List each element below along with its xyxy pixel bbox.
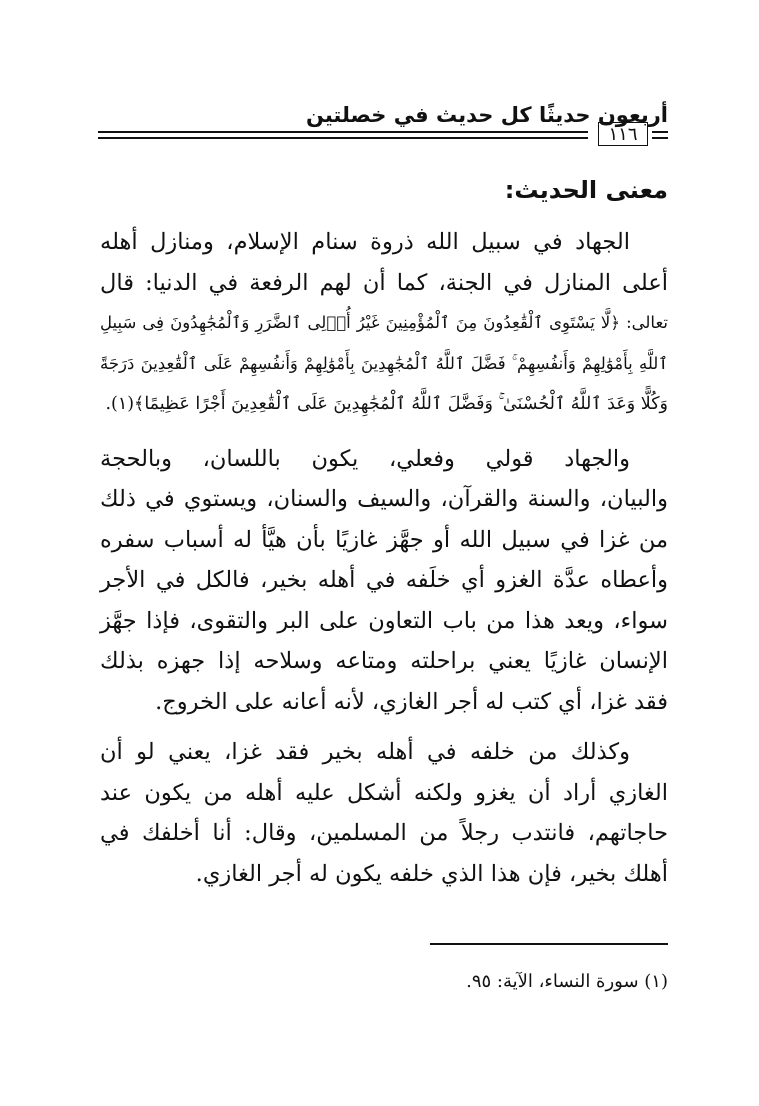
header-rule-bottom xyxy=(98,137,588,139)
text-line: والبيان، والسنة والقرآن، والسيف والسنان، ويستوي في ذلك xyxy=(100,486,668,512)
text-line: الإنسان غازيًا يعني براحلته ومتاعه وسلاحه إذا جهزه بذلك xyxy=(100,648,668,674)
footnote: (١) سورة النساء، الآية: ٩٥. xyxy=(466,971,668,992)
text-line: وأعطاه عدَّة الغزو أي خلَفه في أهله بخير، فالكل في الأجر xyxy=(100,567,668,593)
text-line: سواء، ويعد هذا من باب التعاون على البر والتقوى، فإذا جهَّز xyxy=(100,607,668,634)
paragraph-2 xyxy=(100,439,668,723)
text-line: حاجاتهم، فانتدب رجلاً من المسلمين، وقال: أنا أخلفك في xyxy=(100,820,668,846)
paragraph-3 xyxy=(100,732,668,894)
paragraph-1 xyxy=(100,222,668,425)
footnote-rule xyxy=(430,943,668,945)
quran-verse-line: تعالى: ﴿لَّا يَسْتَوِى ٱلْقَٰعِدُونَ مِنَ ٱلْمُؤْمِنِينَ غَيْرُ أُو۟لِى ٱلضَّرَرِ وَٱلْمُجَٰهِدُونَ فِى سَبِيلِ xyxy=(100,313,668,332)
text-line: الجهاد في سبيل الله ذروة سنام الإسلام، ومنازل أهله xyxy=(100,229,630,255)
text-line: أعلى المنازل في الجنة، كما أن لهم الرفعة في الدنيا: قال xyxy=(100,269,668,296)
header-dash-top xyxy=(652,131,668,133)
text-line: الغازي أراد أن يغزو ولكنه أشكل عليه أهله من يكون عند xyxy=(100,779,668,806)
section-title: معنى الحديث: xyxy=(504,176,668,204)
text-line: أهلك بخير، فإن هذا الذي خلفه يكون له أجر الغازي. xyxy=(195,860,668,887)
text-line: والجهاد قولي وفعلي، يكون باللسان، وبالحجة xyxy=(100,445,630,472)
quran-verse-line: ٱللَّهِ بِأَمْوَٰلِهِمْ وَأَنفُسِهِمْ ۚ فَضَّلَ ٱللَّهُ ٱلْمُجَٰهِدِينَ بِأَمْوَٰلِهِمْ وَأَنفُسِهِمْ عَلَى ٱلْقَٰعِدِينَ دَرَجَةً xyxy=(100,353,668,373)
header-rule-top xyxy=(98,131,588,133)
header-dash-bottom xyxy=(652,137,668,139)
text-line: من غزا في سبيل الله أو جهَّز غازيًا بأن هيَّأ له أسباب سفره xyxy=(100,526,668,553)
text-line: فقد غزا، أي كتب له أجر الغازي، لأنه أعانه على الخروج. xyxy=(155,688,668,715)
page-number: ١١٦ xyxy=(598,122,648,146)
text-line: وكذلك من خلفه في أهله بخير فقد غزا، يعني لو أن xyxy=(100,739,630,765)
body-text xyxy=(100,222,668,904)
running-header-title: أربعون حديثًا كل حديث في خصلتين xyxy=(305,103,668,127)
quran-verse-line: وَكُلًّا وَعَدَ ٱللَّهُ ٱلْحُسْنَىٰ ۚ وَفَضَّلَ ٱللَّهُ ٱلْمُجَٰهِدِينَ عَلَى ٱلْقَٰعِدِينَ أَجْرًا عَظِيمًا﴾(١). xyxy=(105,394,668,414)
